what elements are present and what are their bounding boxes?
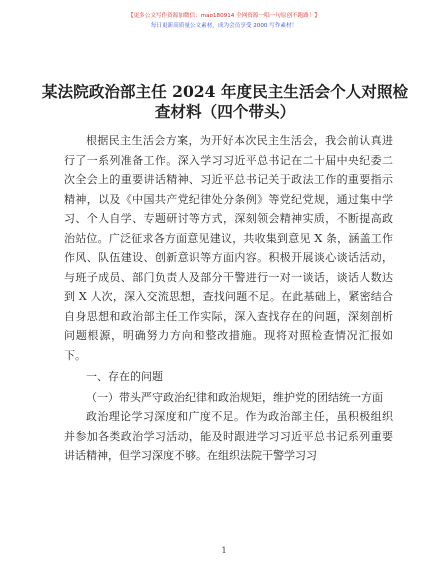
document-title: 某法院政治部主任 2024 年度民主生活会个人对照检查材料（四个带头） [41,82,409,121]
promo-banner [0,11,448,31]
page-number: 1 [221,546,227,555]
subsection-heading-political-discipline: （一）带头严守政治纪律和政治规矩，维护党的团结统一方面 [86,390,383,404]
document-body [64,131,393,466]
section-heading-problems: 一、存在的问题 [86,370,163,383]
promo-banner-line-2: 每日更新高质量公文素材，成为会员享受 2000 写作素材！ [150,23,298,29]
promo-banner-line-1: 【更多公文写作资源加微信：mao180914 全网资源一唱一句原创不跑路！】 [127,13,321,19]
intro-paragraph: 根据民主生活会方案，为开好本次民主生活会，我会前认真进行了一系列准备工作。深入学习习近平总书记在二十届中央纪委二次全会上的重要讲话精神、习近平总书记关于政法工作的重要指示精神，以及《中国共产党纪律处分条例》等党纪党规，通过集中学习、个人自学、专题研讨等方式，深刻领会精神实质，不断提高政治站位。广泛征求各方面意见建议，共收集到意见 X 条，涵盖工作作风、队伍建设、创新意识等方面内容。积极开展谈心谈话活动，与班子成员、部门负责人及部分干警进行一对一谈话，谈话人数达到 X 人次，深入交流思想，查找问题不足。在此基础上，紧密结合自身思想和政治部主任工作实际，深入查找存在的问题，深刻剖析问题根源，明确努力方向和整改措施。现将对照检查情况汇报如下。 [64,134,393,362]
body-paragraph-theory-study: 政治理论学习深度和广度不足。作为政治部主任，虽积极组织并参加各类政治学习活动，能及时跟进学习习近平总书记系列重要讲话精神，但学习深度不够。在组织法院干警学习习 [64,410,393,462]
